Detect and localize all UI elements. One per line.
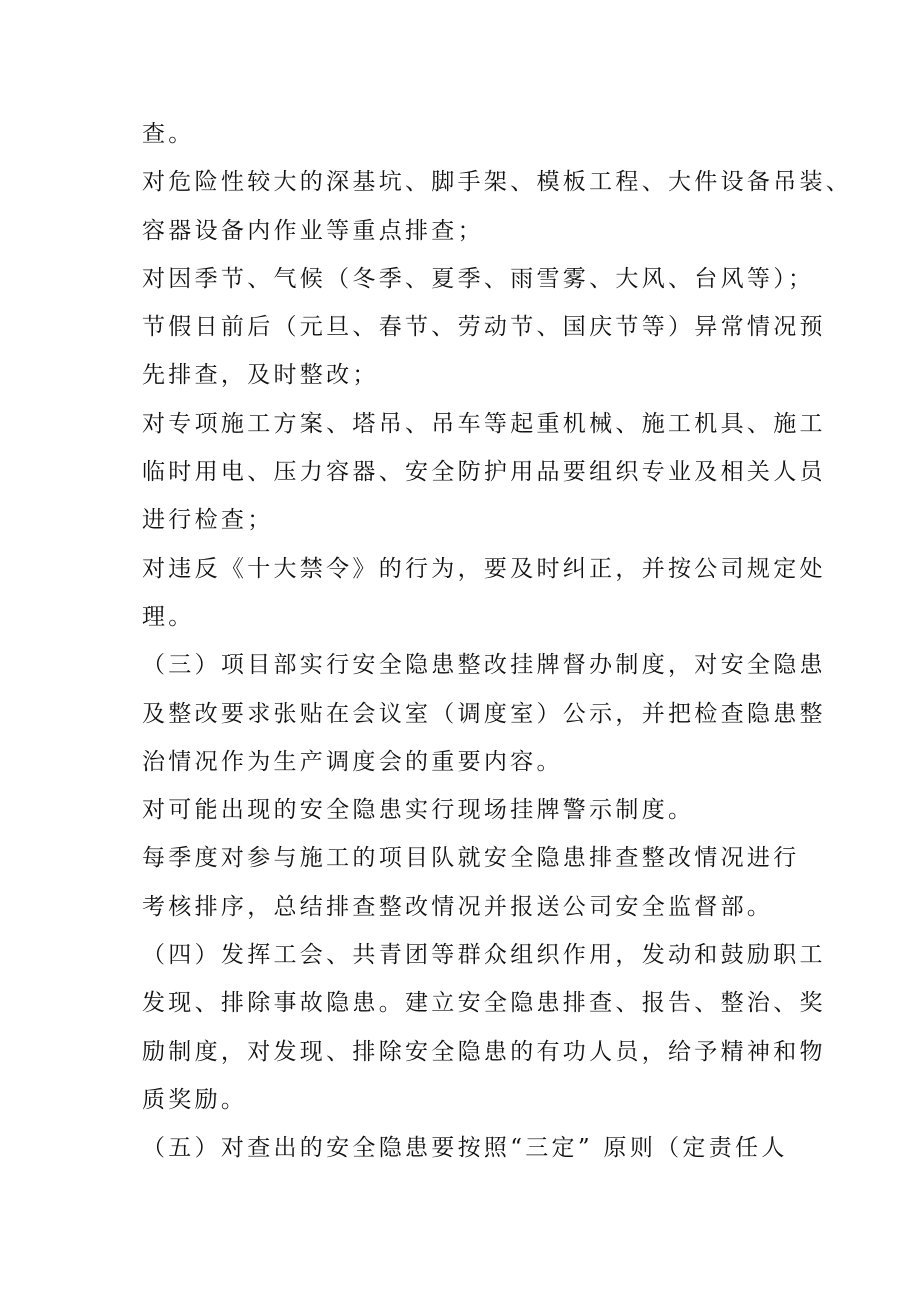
text-line: 进行检查； [142,507,274,534]
text-line: 临时用电、压力容器、安全防护用品要组织专业及相关人员 [142,459,826,486]
text-line: 发现、排除事故隐患。建立安全隐患排查、报告、整治、奖 [142,990,826,1017]
text-line: （五）对查出的安全隐患要按照“三定” 原则（定责任人 [142,1135,788,1162]
text-line: 先排查，及时整改； [142,362,379,389]
text-line: 励制度，对发现、排除安全隐患的有功人员，给予精神和物 [142,1038,826,1065]
text-line: 考核排序，总结排查整改情况并报送公司安全监督部。 [142,893,774,920]
text-line: 每季度对参与施工的项目队就安全隐患排查整改情况进行 [142,845,800,872]
text-line: 对专项施工方案、塔吊、吊车等起重机械、施工机具、施工 [142,410,826,437]
text-line: 对危险性较大的深基坑、脚手架、模板工程、大件设备吊装、 [142,169,853,196]
text-line: 治情况作为生产调度会的重要内容。 [142,748,563,775]
text-line: 理。 [142,603,195,630]
text-line: 对可能出现的安全隐患实行现场挂牌警示制度。 [142,797,695,824]
document-body [142,110,853,1173]
text-line: （三）项目部实行安全隐患整改挂牌督办制度，对安全隐患 [142,652,826,679]
text-line: 节假日前后（元旦、春节、劳动节、国庆节等）异常情况预 [142,314,826,341]
text-line: 对违反《十大禁令》的行为，要及时纠正，并按公司规定处 [142,555,826,582]
text-line: （四）发挥工会、共青团等群众组织作用，发动和鼓励职工 [142,942,826,969]
text-line: 查。 [142,121,195,147]
text-line: 及整改要求张贴在会议室（调度室）公示，并把检查隐患整 [142,700,826,727]
text-line: 质奖励。 [142,1086,248,1113]
text-line: 对因季节、气候（冬季、夏季、雨雪雾、大风、台风等）； [142,265,815,292]
text-line: 容器设备内作业等重点排查； [142,217,484,244]
